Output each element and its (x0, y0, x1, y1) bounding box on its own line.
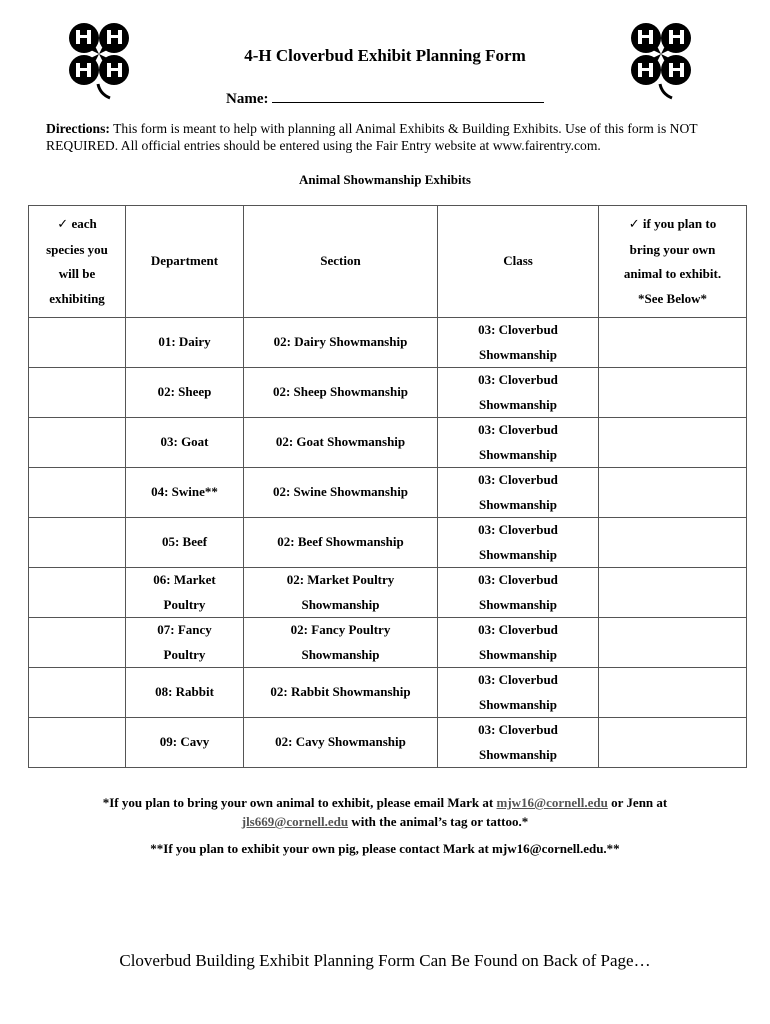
species-checkbox-cell[interactable] (29, 318, 126, 368)
section-cell: 02: Fancy Poultry Showmanship (244, 618, 438, 668)
section-cell: 02: Swine Showmanship (244, 468, 438, 518)
species-checkbox-cell[interactable] (29, 468, 126, 518)
header-check-species: ✓ each species you will be exhibiting (29, 206, 126, 318)
email-link-jenn[interactable]: jls669@cornell.edu (241, 814, 349, 829)
own-animal-checkbox-cell[interactable] (599, 368, 747, 418)
table-row (29, 418, 747, 468)
table-row (29, 318, 747, 368)
table-row (29, 668, 747, 718)
section-title: Animal Showmanship Exhibits (299, 172, 471, 187)
back-page-note: Cloverbud Building Exhibit Planning Form Can Be Found on Back of Page… (119, 951, 651, 970)
species-checkbox-cell[interactable] (29, 368, 126, 418)
checkmark-icon: ✓ (57, 217, 69, 232)
class-cell: 03: Cloverbud Showmanship (438, 468, 599, 518)
section-cell: 02: Sheep Showmanship (244, 368, 438, 418)
class-cell: 03: Cloverbud Showmanship (438, 618, 599, 668)
pig-note: **If you plan to exhibit your own pig, please contact Mark at mjw16@cornell.edu.** (150, 841, 620, 856)
department-cell: 03: Goat (126, 418, 244, 468)
own-animal-checkbox-cell[interactable] (599, 318, 747, 368)
name-label: Name: (226, 91, 269, 107)
department-cell: 04: Swine** (126, 468, 244, 518)
page-title: 4-H Cloverbud Exhibit Planning Form (244, 46, 526, 65)
section-cell: 02: Goat Showmanship (244, 418, 438, 468)
class-cell: 03: Cloverbud Showmanship (438, 568, 599, 618)
species-checkbox-cell[interactable] (29, 618, 126, 668)
table-row (29, 618, 747, 668)
species-checkbox-cell[interactable] (29, 518, 126, 568)
department-cell: 06: Market Poultry (126, 568, 244, 618)
own-animal-checkbox-cell[interactable] (599, 668, 747, 718)
directions-paragraph (46, 121, 726, 154)
own-animal-checkbox-cell[interactable] (599, 418, 747, 468)
class-cell: 03: Cloverbud Showmanship (438, 418, 599, 468)
table-row (29, 468, 747, 518)
table-row (29, 518, 747, 568)
own-animal-checkbox-cell[interactable] (599, 468, 747, 518)
header-class: Class (438, 206, 599, 318)
table-row (29, 368, 747, 418)
checkmark-icon: ✓ (628, 217, 640, 232)
table-header-row (29, 206, 747, 318)
section-cell: 02: Market Poultry Showmanship (244, 568, 438, 618)
name-input-line[interactable] (272, 88, 544, 103)
class-cell: 03: Cloverbud Showmanship (438, 318, 599, 368)
department-cell: 08: Rabbit (126, 668, 244, 718)
section-cell: 02: Rabbit Showmanship (244, 668, 438, 718)
own-animal-checkbox-cell[interactable] (599, 618, 747, 668)
header-department: Department (126, 206, 244, 318)
department-cell: 01: Dairy (126, 318, 244, 368)
table-row (29, 568, 747, 618)
species-checkbox-cell[interactable] (29, 718, 126, 768)
directions-text: This form is meant to help with planning all Animal Exhibits & Building Exhibits. Use of this form is NOT REQUIRED. All official entries should be entered using the Fair Entry website at www.fairentry.com. (46, 121, 698, 153)
section-cell: 02: Cavy Showmanship (244, 718, 438, 768)
section-cell: 02: Beef Showmanship (244, 518, 438, 568)
header-section: Section (244, 206, 438, 318)
department-cell: 07: Fancy Poultry (126, 618, 244, 668)
own-animal-checkbox-cell[interactable] (599, 718, 747, 768)
department-cell: 02: Sheep (126, 368, 244, 418)
section-cell: 02: Dairy Showmanship (244, 318, 438, 368)
showmanship-table (28, 205, 747, 768)
table-row (29, 718, 747, 768)
own-animal-checkbox-cell[interactable] (599, 568, 747, 618)
email-link-mark[interactable]: mjw16@cornell.edu (496, 795, 608, 810)
species-checkbox-cell[interactable] (29, 568, 126, 618)
department-cell: 09: Cavy (126, 718, 244, 768)
own-animal-note: *If you plan to bring your own animal to exhibit, please email Mark at mjw16@cornell.edu or Jenn at jls669@cornell.edu with the animal’s tag or tattoo.* (102, 795, 668, 829)
class-cell: 03: Cloverbud Showmanship (438, 518, 599, 568)
department-cell: 05: Beef (126, 518, 244, 568)
table-body (29, 318, 747, 768)
class-cell: 03: Cloverbud Showmanship (438, 718, 599, 768)
class-cell: 03: Cloverbud Showmanship (438, 668, 599, 718)
class-cell: 03: Cloverbud Showmanship (438, 368, 599, 418)
directions-lead: Directions: (46, 121, 110, 136)
species-checkbox-cell[interactable] (29, 668, 126, 718)
own-animal-checkbox-cell[interactable] (599, 518, 747, 568)
species-checkbox-cell[interactable] (29, 418, 126, 468)
name-field[interactable] (226, 88, 544, 108)
header-own-animal: ✓ if you plan to bring your own animal to exhibit. *See Below* (599, 206, 747, 318)
